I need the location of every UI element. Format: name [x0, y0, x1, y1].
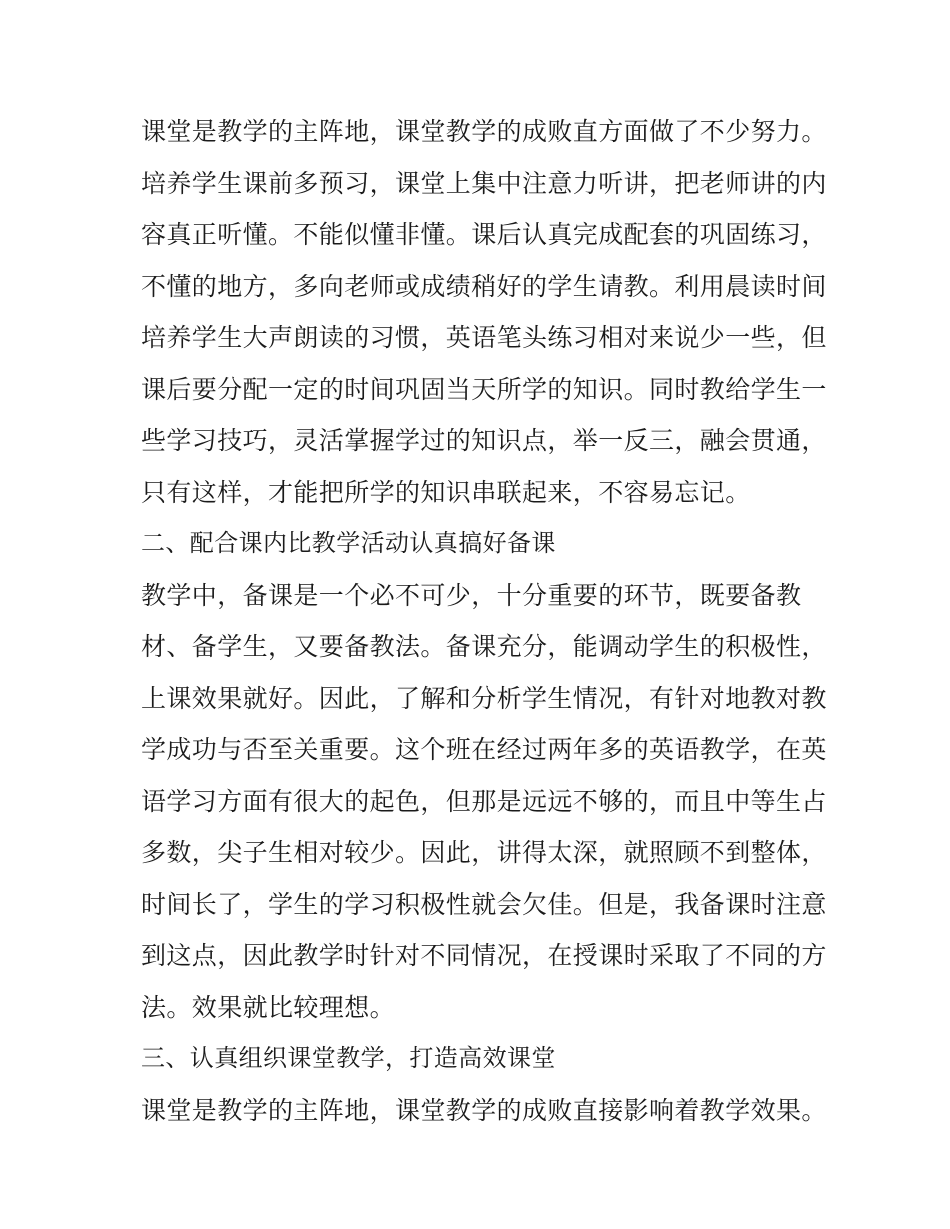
section-heading: 二、配合课内比教学活动认真搞好备课: [141, 529, 556, 557]
text-line: 课堂是教学的主阵地，课堂教学的成败直方面做了不少努力。: [141, 117, 827, 146]
text-line: 不懂的地方，多向老师或成绩稍好的学生请教。利用晨读时间: [141, 271, 827, 301]
text-line: 教学中，备课是一个必不可少，十分重要的环节，既要备教: [141, 580, 802, 610]
text-line: 法。效果就比较理想。: [141, 992, 396, 1022]
text-line: 材、备学生，又要备教法。备课充分，能调动学生的积极性，: [141, 632, 827, 661]
text-line: 只有这样，才能把所学的知识串联起来，不容易忘记。: [141, 477, 751, 507]
text-line: 培养学生课前多预习，课堂上集中注意力听讲，把老师讲的内: [141, 168, 827, 198]
text-line: 些学习技巧，灵活掌握学过的知识点，举一反三，融会贯通，: [141, 426, 827, 455]
text-line: 到这点，因此教学时针对不同情况，在授课时采取了不同的方: [141, 941, 827, 970]
text-line: 上课效果就好。因此，了解和分析学生情况，有针对地教对教: [141, 683, 827, 713]
document-body: [141, 106, 827, 1136]
text-line: 多数，尖子生相对较少。因此，讲得太深，就照顾不到整体，: [141, 838, 827, 867]
text-line: 时间长了，学生的学习积极性就会欠佳。但是，我备课时注意: [141, 889, 827, 919]
text-line: 培养学生大声朗读的习惯，英语笔头练习相对来说少一些，但: [141, 323, 827, 352]
text-line: 学成功与否至关重要。这个班在经过两年多的英语教学，在英: [141, 735, 827, 764]
text-line: 课后要分配一定的时间巩固当天所学的知识。同时教给学生一: [141, 374, 827, 404]
text-line: 容真正听懂。不能似懂非懂。课后认真完成配套的巩固练习，: [141, 220, 827, 249]
text-line: 课堂是教学的主阵地，课堂教学的成败直接影响着教学效果。: [141, 1095, 827, 1125]
text-line: 语学习方面有很大的起色，但那是远远不够的，而且中等生占: [141, 786, 827, 816]
section-heading: 三、认真组织课堂教学，打造高效课堂: [141, 1044, 556, 1072]
